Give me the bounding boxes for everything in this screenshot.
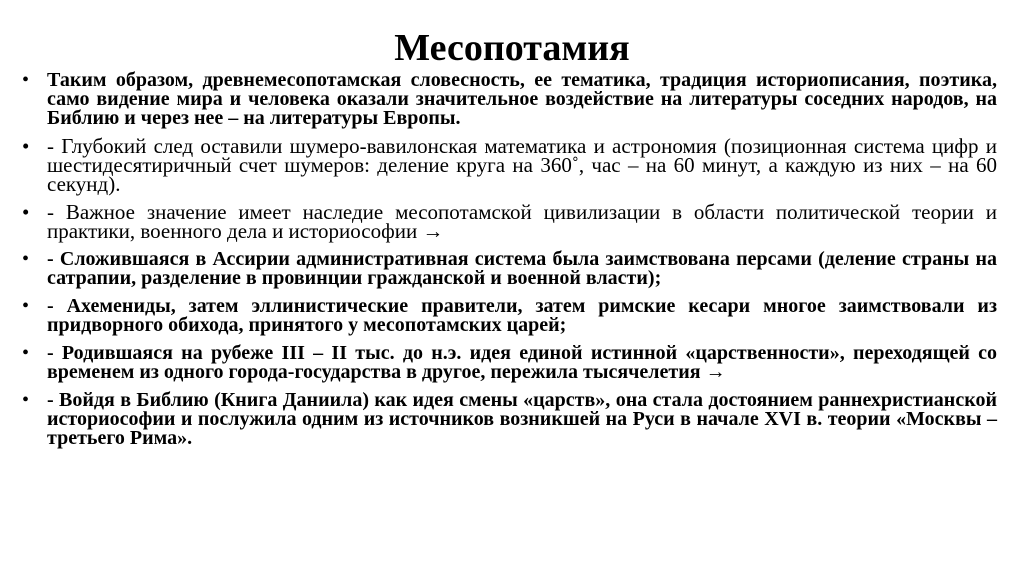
- bullet-icon: •: [22, 295, 30, 317]
- bullet-text: - Сложившаяся в Ассирии административная система была заимствована персами (деление страны на сатрапии, разделение в провинции гражданской и военной власти);: [47, 248, 997, 289]
- bullet-icon: •: [22, 389, 30, 411]
- bullet-text: - Родившаяся на рубеже III – II тыс. до н.э. идея единой истинной «царственности», переходящей со временем из одного города-государства в другое, пережила тысячелетия →: [47, 342, 997, 383]
- bullet-icon: •: [22, 200, 30, 224]
- bullet-text: - Войдя в Библию (Книга Даниила) как идея смены «царств», она стала достоянием раннехристианской историософии и послужила одним из источников возникшей на Руси в начале XVI в. теории «Москвы – третьего Рима».: [47, 389, 997, 449]
- bullet-list: [22, 71, 997, 457]
- bullet-icon: •: [22, 134, 30, 158]
- bullet-item-influence: [22, 71, 997, 128]
- bullet-item-politics: [22, 200, 997, 243]
- bullet-text: - Важное значение имеет наследие месопотамской цивилизации в области политической теории и практики, военного дела и историософии →: [47, 200, 997, 243]
- bullet-icon: •: [22, 342, 30, 364]
- bullet-text: Таким образом, древнемесопотамская словесность, ее тематика, традиция историописания, поэтика, само видение мира и человека оказали значительное воздействие на литературы соседних народов, на Библию и через нее – на литературы Европы.: [47, 69, 997, 129]
- bullet-item-math: [22, 134, 997, 196]
- bullet-item-achaemenids: [22, 297, 997, 335]
- bullet-icon: •: [22, 69, 30, 91]
- bullet-text: - Ахемениды, затем эллинистические правители, затем римские кесари многое заимствовали из придворного обихода, принятого у месопотамских царей;: [47, 295, 997, 336]
- bullet-item-bible: [22, 391, 997, 448]
- slide-title: Месопотамия: [394, 27, 630, 69]
- bullet-item-kingship: [22, 344, 997, 382]
- bullet-item-assyria: [22, 250, 997, 288]
- bullet-text: - Глубокий след оставили шумеро-вавилонская математика и астрономия (позиционная система цифр и шестидесятиричный счет шумеров: деление круга на 360˚, час – на 60 минут, а каждую из них – на 60 секунд).: [47, 134, 997, 196]
- bullet-icon: •: [22, 248, 30, 270]
